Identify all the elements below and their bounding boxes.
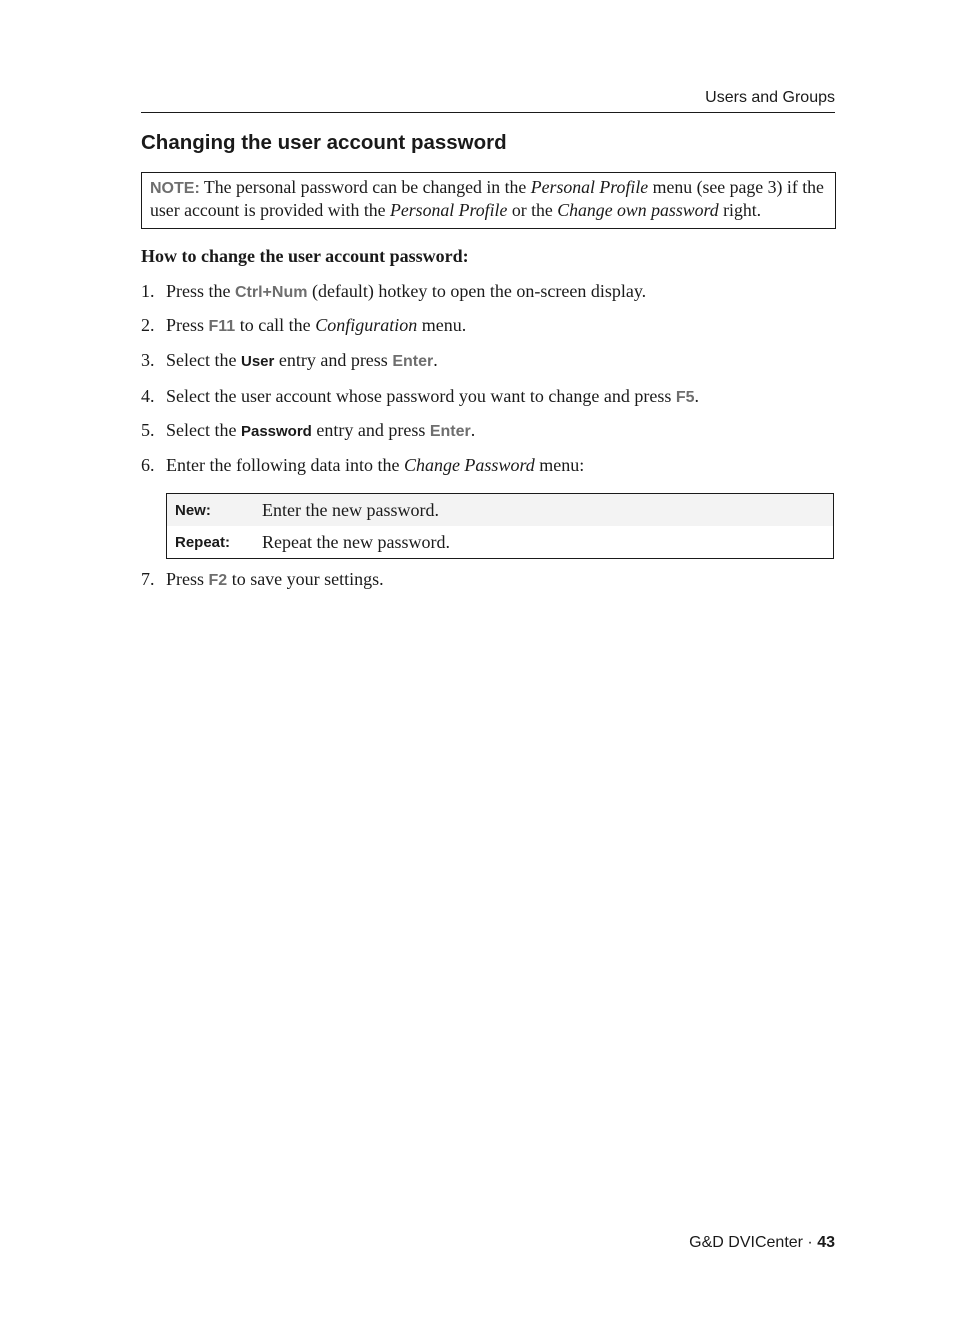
step-number: 2. [141, 315, 155, 335]
note-text: The personal password can be changed in the [199, 177, 531, 197]
step-number: 7. [141, 569, 155, 589]
step-item: 2. Press F11 to call the Configuration menu. [141, 315, 467, 335]
note-text: or the [507, 199, 558, 220]
field-label: New: [167, 494, 263, 527]
field-description: Repeat the new password. [262, 531, 450, 552]
step-item: 1. Press the Ctrl+Num (default) hotkey to open the on-screen display. [141, 281, 647, 301]
step-number: 5. [141, 420, 155, 440]
note-text: menu (see page 3) if the user account is provided with the [150, 177, 824, 220]
fields-table [166, 493, 834, 559]
step-number: 4. [141, 386, 155, 406]
hotkey: Ctrl+Num [235, 284, 308, 301]
running-header: Users and Groups [705, 89, 835, 106]
step-item: 5. Select the Password entry and press Enter. [141, 420, 476, 440]
ui-entry: User [240, 353, 275, 370]
menu-name: Configuration [315, 315, 418, 335]
note-text: right. [718, 199, 762, 220]
table-row [167, 494, 834, 527]
step-item: 4. Select the user account whose password you want to change and press F5. [141, 386, 700, 406]
hotkey: F2 [208, 572, 228, 589]
field-description: Enter the new password. [262, 494, 834, 527]
step-item: 3. Select the User entry and press Enter. [141, 350, 438, 370]
step-item: 6. Enter the following data into the Change Password menu: [141, 455, 585, 475]
ui-entry: Password [240, 423, 312, 440]
page-footer [689, 1234, 835, 1252]
note-emphasis: Personal Profile [390, 199, 508, 220]
step-item: 7. Press F2 to save your settings. [141, 569, 384, 589]
page-number: 43 [817, 1234, 835, 1251]
note-emphasis: Personal Profile [530, 177, 649, 197]
hotkey: F11 [208, 318, 236, 335]
header-divider [141, 112, 835, 113]
step-number: 6. [141, 455, 155, 475]
step-number: 1. [141, 281, 155, 301]
note-box [141, 172, 836, 229]
procedure-title: How to change the user account password: [141, 246, 469, 266]
menu-name: Change Password [403, 455, 535, 475]
field-label: Repeat: [175, 533, 231, 551]
hotkey: Enter [429, 423, 471, 440]
footer-product: G&D DVICenter · [689, 1234, 818, 1251]
hotkey: F5 [675, 389, 695, 406]
note-emphasis: Change own password [557, 199, 719, 220]
step-number: 3. [141, 350, 155, 370]
hotkey: Enter [392, 353, 434, 370]
section-title: Changing the user account password [141, 131, 507, 154]
table-row [167, 526, 834, 559]
note-label: NOTE: [150, 180, 200, 197]
